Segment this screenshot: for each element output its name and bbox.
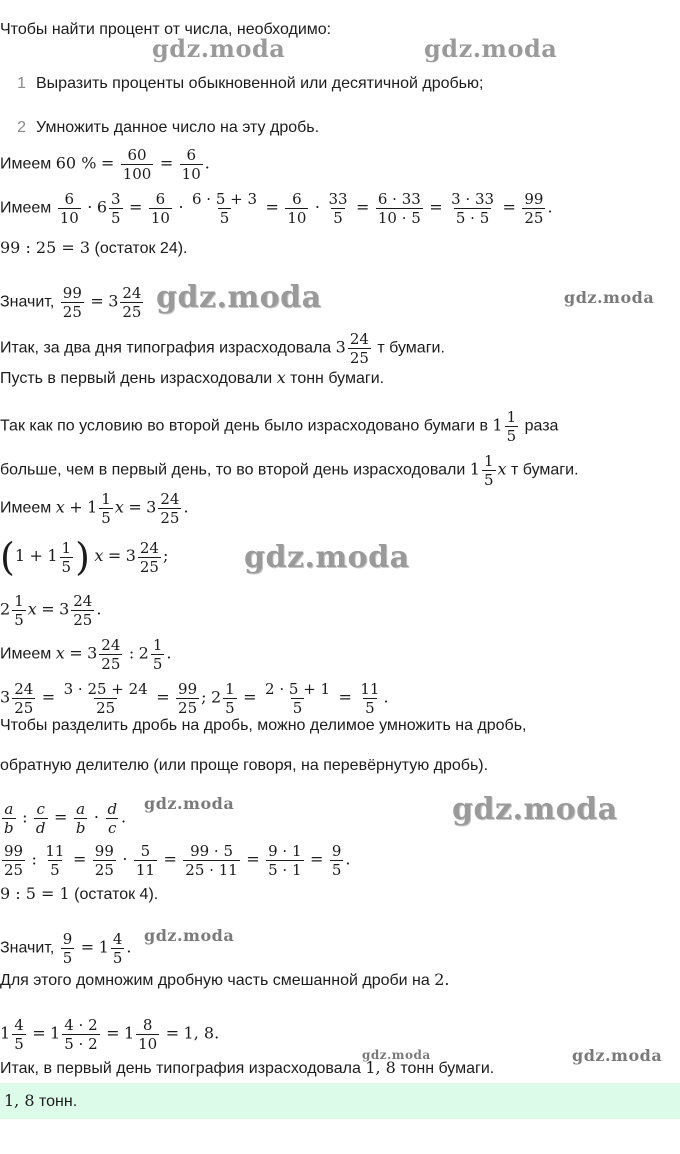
watermark: gdz.moda — [244, 540, 410, 575]
fraction: $\frac{a}{b}$ — [4, 800, 14, 837]
fraction: $\frac{6}{10}$ — [287, 190, 307, 227]
fraction: $\frac{11}{5}$ — [45, 842, 65, 879]
text-line: Так как по условию во второй день было израсходовано бумаги в 1 $\frac{1}{5}$ раза — [0, 408, 559, 445]
text-line: Итак, в первый день типография израсходовала 1, 8 тонн бумаги. — [0, 1058, 495, 1077]
formula-line: Имеем x + 1 $\frac{1}{5}$ x = 3 $\frac{24}{25}$ . — [0, 490, 189, 527]
text-line: обратную делителю (или проще говоря, на перевёрнутую дробь). — [0, 757, 489, 774]
fraction: $\frac{6 \cdot 33}{10 \cdot 5}$ — [377, 190, 421, 227]
fraction: $\frac{99}{25}$ — [524, 190, 544, 227]
fraction: $\frac{33}{5}$ — [328, 190, 348, 227]
fraction: $\frac{9}{5}$ — [331, 842, 342, 879]
watermark: gdz.moda — [424, 34, 558, 63]
fraction: $\frac{24}{25}$ — [101, 636, 121, 673]
fraction: $\frac{24}{25}$ — [122, 284, 142, 321]
list-number: 1 — [17, 75, 26, 92]
answer-box — [0, 1083, 680, 1119]
fraction: $\frac{a}{b}$ — [75, 800, 86, 837]
watermark: gdz.moda — [144, 926, 235, 945]
text-line: Итак, за два дня типография израсходовала 3 $\frac{24}{25}$ т бумаги. — [0, 330, 445, 367]
formula-line: Значит, $\frac{99}{25}$ = 3 $\frac{24}{25}$ — [0, 284, 142, 321]
formula-line: Имеем x = 3 $\frac{24}{25}$ : 2 $\frac{1}{5}$ . — [0, 636, 172, 673]
fraction: $\frac{1}{5}$ — [225, 680, 235, 717]
fraction: $\frac{4 \cdot 2}{5 \cdot 2}$ — [64, 1016, 98, 1053]
list-item — [8, 118, 319, 138]
fraction: $\frac{9}{5}$ — [62, 930, 73, 967]
watermark: gdz.moda — [572, 1046, 663, 1065]
fraction: $\frac{24}{25}$ — [139, 538, 159, 576]
fraction: $\frac{24}{25}$ — [349, 330, 369, 367]
fraction: $\frac{1}{5}$ — [14, 592, 24, 629]
text-line: Чтобы разделить дробь на дробь, можно делимое умножить на дробь, — [0, 717, 527, 734]
formula-line: 1 $\frac{4}{5}$ = 1 $\frac{4 \cdot 2}{5 \cdot 2}$ = 1 $\frac{8}{10}$ = 1, 8. — [0, 1016, 220, 1053]
formula-line: $\frac{a}{b}$ : $\frac{c}{d}$ = $\frac{a}{b}$ · $\frac{d}{c}$ . — [4, 800, 127, 837]
fraction: $\frac{3 \cdot 33}{5 \cdot 5}$ — [451, 190, 495, 227]
fraction: $\frac{6}{10}$ — [59, 190, 79, 227]
formula-line — [0, 238, 187, 259]
fraction: $\frac{99}{25}$ — [94, 842, 114, 879]
formula-line: 9 : 5 = 1 (остаток 4). — [0, 884, 159, 903]
fraction: $\frac{6}{10}$ — [181, 146, 201, 183]
fraction: $\frac{6}{10}$ — [150, 190, 170, 227]
watermark: gdz.moda — [152, 34, 286, 63]
fraction: $\frac{6 \cdot 5 + 3}{5}$ — [191, 190, 258, 227]
math: 60 % — [55, 153, 97, 173]
watermark: gdz.moda — [564, 288, 655, 307]
fraction: $\frac{d}{c}$ — [107, 800, 118, 837]
formula-line: Имеем $\frac{6}{10}$ · 6 $\frac{3}{5}$ = $\frac{6}{10}$ · $\frac{6 \cdot 5 + 3}{5}$ = $\frac{6}{10}$ · $\frac{33}{5}$ = $\frac{6 \cdot 33}{10 \cdot 5}$ = $\frac{3 \cdot 33}{5 \cdot 5}$ = $\frac{99}{25}$ . — [0, 190, 553, 227]
text-line: Для этого домножим дробную часть смешанной дроби на 2. — [0, 970, 450, 989]
math: 99 : 25 = 3 — [0, 238, 91, 257]
label: Имеем — [0, 199, 52, 217]
watermark: gdz.moda — [452, 792, 618, 827]
fraction: $\frac{11}{5}$ — [360, 680, 380, 717]
fraction: $\frac{24}{25}$ — [73, 592, 93, 629]
fraction: $\frac{1}{5}$ — [61, 538, 72, 576]
text-line: Пусть в первый день израсходовали x тонн бумаги. — [0, 368, 385, 387]
formula-line: 2 $\frac{1}{5}$ x = 3 $\frac{24}{25}$ . — [0, 592, 102, 629]
formula-line: 3 $\frac{24}{25}$ = $\frac{3 \cdot 25 + 24}{25}$ = $\frac{99}{25}$ ; 2 $\frac{1}{5}$ = $\frac{2 \cdot 5 + 1}{5}$ = $\frac{11}{5}$ . — [0, 680, 389, 717]
fraction: $\frac{1}{5}$ — [101, 490, 111, 527]
fraction: $\frac{8}{10}$ — [138, 1016, 158, 1053]
list-item-text: Выразить проценты обыкновенной или десятичной дробью; — [36, 75, 484, 92]
intro-text: Чтобы найти процент от числа, необходимо: — [0, 21, 332, 38]
fraction: $\frac{c}{d}$ — [35, 800, 46, 837]
fraction: $\frac{4}{5}$ — [112, 930, 123, 967]
formula-line: (1 + 1 $\frac{1}{5}$ ) x = 3 $\frac{24}{25}$ ; — [0, 535, 169, 579]
fraction: $\frac{4}{5}$ — [14, 1016, 24, 1053]
fraction: $\frac{99}{25}$ — [178, 680, 198, 717]
watermark: gdz.moda — [362, 1048, 431, 1062]
fraction: $\frac{2 \cdot 5 + 1}{5}$ — [265, 680, 331, 717]
fraction: $\frac{99 \cdot 5}{25 \cdot 11}$ — [185, 842, 238, 879]
label: (остаток 24). — [94, 240, 188, 257]
list-item-text: Умножить данное число на эту дробь. — [36, 119, 320, 136]
fraction: $\frac{1}{5}$ — [483, 452, 494, 489]
label: Имеем — [0, 155, 52, 173]
fraction: $\frac{60}{100}$ — [122, 146, 152, 183]
answer-text: 1, 8 тонн. — [4, 1091, 78, 1110]
fraction: $\frac{3 \cdot 25 + 24}{25}$ — [63, 680, 148, 717]
fraction: $\frac{24}{25}$ — [14, 680, 34, 717]
fraction: $\frac{24}{25}$ — [160, 490, 180, 527]
fraction: $\frac{1}{5}$ — [506, 408, 517, 445]
fraction: $\frac{99}{25}$ — [62, 284, 82, 321]
list-number: 2 — [17, 119, 26, 136]
formula-line: Значит, $\frac{9}{5}$ = 1 $\frac{4}{5}$ . — [0, 930, 132, 967]
label: Значит, — [0, 293, 55, 311]
fraction: $\frac{1}{5}$ — [152, 636, 163, 673]
list-item — [8, 74, 483, 94]
fraction: $\frac{3}{5}$ — [111, 190, 121, 227]
text-line: больше, чем в первый день, то во второй день израсходовали 1 $\frac{1}{5}$ x т бумаги. — [0, 452, 579, 489]
watermark: gdz.moda — [156, 280, 322, 315]
formula-line: $\frac{99}{25}$ : $\frac{11}{5}$ = $\frac{99}{25}$ · $\frac{5}{11}$ = $\frac{99 \cdot 5}{25 \cdot 11}$ = $\frac{9 \cdot 1}{5 \cdot 1}$ = $\frac{9}{5}$ . — [4, 842, 351, 879]
fraction: $\frac{5}{11}$ — [135, 842, 155, 879]
fraction: $\frac{99}{25}$ — [4, 842, 24, 879]
formula-line: Имеем 60 % = $\frac{60}{100}$ = $\frac{6}{10}$ . — [0, 146, 210, 183]
watermark: gdz.moda — [144, 794, 235, 813]
fraction: $\frac{9 \cdot 1}{5 \cdot 1}$ — [268, 842, 302, 879]
